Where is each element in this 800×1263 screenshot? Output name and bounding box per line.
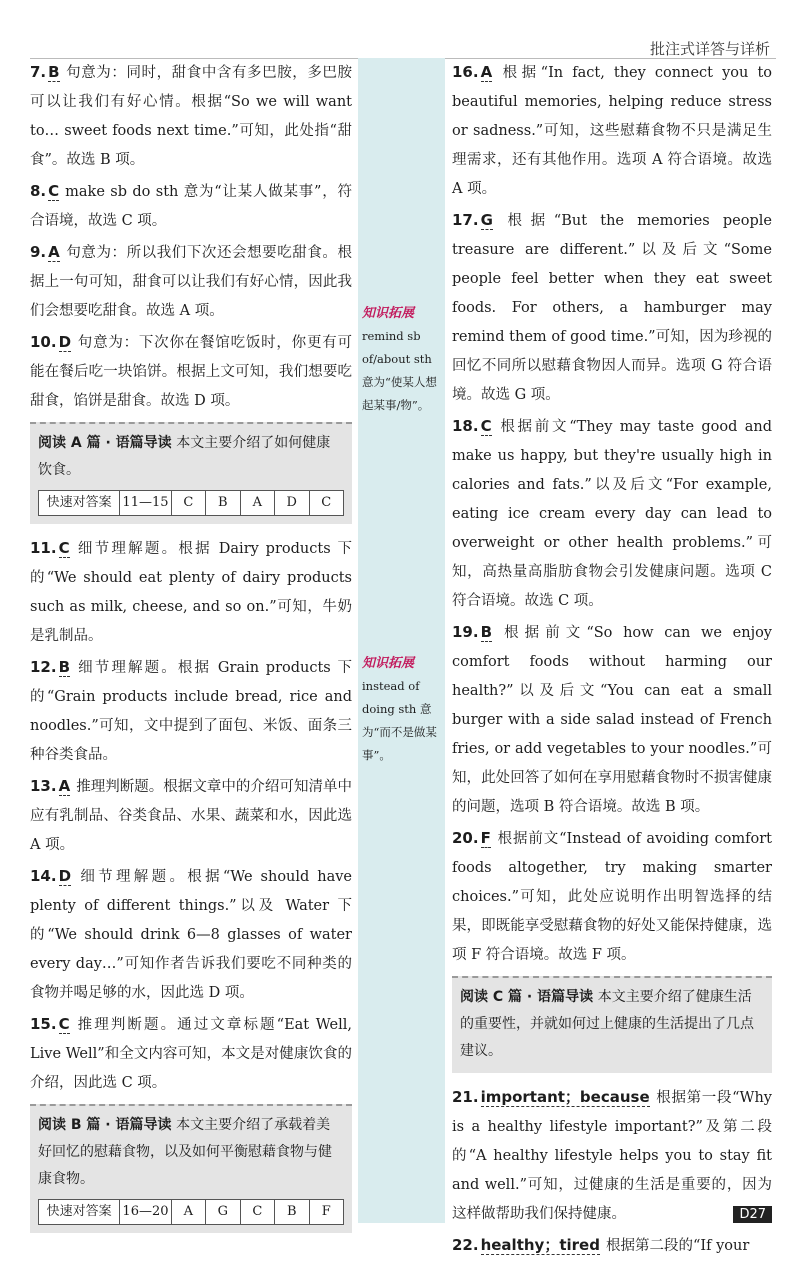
answer-item: 10. D 句意为：下次你在餐馆吃饭时，你更有可能在餐后吃一块馅饼。根据上文可知，我们想要吃甜食，馅饼是甜食。故选 D 项。	[30, 333, 352, 409]
answer-item: 14. D 细节理解题。根据“We should have plenty of different things.”以及 Water 下的“We should drink 6—8 glasses of water every day…”可知作者告诉我们要吃不同种类的食物并喝足够的水，因此选 D 项。	[30, 867, 352, 1001]
answer-item: 20. F 根据前文“Instead of avoiding comfort foods altogether, try making smarter choices.”可知，此处应说明作出明智选择的结果，即既能享受慰藉食物的好处又能保持健康，选项 F 符合语境。故选 F 项。	[452, 829, 772, 963]
knowledge-note	[362, 653, 442, 767]
explanation: 根据第一段“Why is a healthy lifestyle important?”及第二段的“A healthy lifestyle helps you to stay fit and well.”可知，过健康的生活是重要的，因为这样做帮助我们保持健康。	[452, 1090, 772, 1222]
answer-letter: D	[58, 333, 72, 351]
answer-letter: D	[58, 867, 72, 885]
right-column	[452, 58, 772, 1263]
answer-letter: C	[58, 539, 70, 557]
answer-words: important；because	[480, 1088, 650, 1106]
note-title: 知识拓展	[362, 656, 415, 671]
guide-box-a	[30, 422, 352, 524]
answer-item: 18. C 根据前文“They may taste good and make us happy, but they're usually high in calories and fats.”以及后文“For example, eating ice cream every day can lead to overweight or other health problems.”可知，高热量高脂肪食物会引发健康问题。选项 C 符合语境。故选 C 项。	[452, 417, 772, 609]
answer-words: healthy；tired	[480, 1236, 600, 1254]
explanation: 细节理解题。根据 Dairy products 下的“We should eat plenty of dairy products such as milk, cheese, and so on.”可知，牛奶是乳制品。	[30, 541, 352, 644]
guide-title: 阅读 A 篇 · 语篇导读	[38, 435, 172, 451]
guide-title: 阅读 C 篇 · 语篇导读	[460, 989, 594, 1005]
answer-item: 12. B 细节理解题。根据 Grain products 下的“Grain products include bread, rice and noodles.”可知，文中提到了面包、米饭、面条三种谷类食品。	[30, 658, 352, 763]
guide-box-c	[452, 976, 772, 1073]
explanation: 细节理解题。根据“We should have plenty of different things.”以及 Water 下的“We should drink 6—8 glasses of water every day…”可知作者告诉我们要吃不同种类的食物并喝足够的水，因此选 D 项。	[30, 869, 352, 1001]
guide-title: 阅读 B 篇 · 语篇导读	[38, 1117, 172, 1133]
answer-item: 22. healthy；tired 根据第二段的“If your	[452, 1236, 750, 1254]
note-title: 知识拓展	[362, 306, 415, 321]
knowledge-note	[362, 303, 442, 417]
answer-letter: C	[480, 417, 492, 435]
explanation: 根据“In fact, they connect you to beautiful memories, helping reduce stress or sadness.”可知，这些慰藉食物不只是满足生理需求，还有其他作用。选项 A 符合语境。故选 A 项。	[452, 65, 772, 197]
explanation: 根据前文“So how can we enjoy comfort foods without harming our health?”以及后文“You can eat a small burger with a side salad instead of French fries, or add vegetables to your noodles.”可知，此处回答了如何在享用慰藉食物时不损害健康的问题，选项 B 符合语境。故选 B 项。	[452, 625, 772, 815]
quick-answer-table: 快速对答案 11—15 C B A D C	[38, 490, 344, 516]
answer-letter: B	[58, 658, 71, 676]
guide-text: 本文主要介绍了健康生活的重要性，并就如何过上健康的生活提出了几点建议。	[460, 989, 754, 1059]
explanation: 根据前文“Instead of avoiding comfort foods altogether, try making smarter choices.”可知，此处应说明作出明智选择的结果，即既能享受慰藉食物的好处又能保持健康，选项 F 符合语境。故选 F 项。	[452, 831, 772, 963]
explanation: 推理判断题。通过文章标题“Eat Well, Live Well”和全文内容可知，本文是对健康饮食的介绍，因此选 C 项。	[30, 1017, 352, 1091]
answer-letter: A	[48, 243, 60, 261]
explanation: 句意为：下次你在餐馆吃饭时，你更有可能在餐后吃一块馅饼。根据上文可知，我们想要吃甜食，馅饼是甜食。故选 D 项。	[30, 335, 352, 409]
answer-item: 19. B 根据前文“So how can we enjoy comfort foods without harming our health?”以及后文“You can eat a small burger with a side salad instead of French fries, or add vegetables to your noodles.”可知，此处回答了如何在享用慰藉食物时不损害健康的问题，选项 B 符合语境。故选 B 项。	[452, 623, 772, 815]
answer-item: 17. G 根据“But the memories people treasure are different.”以及后文“Some people feel better when they eat sweet foods. For others, a hamburger may remind them of good time.”可知，因为珍视的回忆不同所以慰藉食物因人而异。选项 G 符合语境。故选 G 项。	[452, 211, 772, 403]
answer-item: 13. A 推理判断题。根据文章中的介绍可知清单中应有乳制品、谷类食品、水果、蔬菜和水，因此选 A 项。	[30, 777, 352, 853]
explanation: make sb do sth 意为“让某人做某事”，符合语境，故选 C 项。	[30, 184, 352, 229]
guide-text: 本文主要介绍了承载着美好回忆的慰藉食物，以及如何平衡慰藉食物与健康食物。	[38, 1117, 332, 1187]
explanation: 根据“But the memories people treasure are different.”以及后文“Some people feel better when they eat sweet foods. For others, a hamburger may remind them of good time.”可知，因为珍视的回忆不同所以慰藉食物因人而异。选项 G 符合语境。故选 G 项。	[452, 213, 772, 403]
answer-letter: C	[48, 182, 60, 200]
quick-answer-table: 快速对答案 16—20 A G C B F	[38, 1199, 344, 1225]
explanation: 细节理解题。根据 Grain products 下的“Grain products include bread, rice and noodles.”可知，文中提到了面包、米饭、面条三种谷类食品。	[30, 660, 352, 763]
guide-text: 本文主要介绍了如何健康饮食。	[38, 435, 331, 478]
note-text: remind sb of/about sth 意为“使某人想起某事/物”。	[362, 329, 437, 412]
answer-letter: G	[480, 211, 493, 229]
notes-column	[358, 58, 445, 1223]
answer-item: 21. important；because 根据第一段“Why is a healthy lifestyle important?”及第二段的“A healthy lifestyle helps you to stay fit and well.”可知，过健康的生活是重要的，因为这样做帮助我们保持健康。	[452, 1088, 772, 1222]
answer-item: 7. B 句意为：同时，甜食中含有多巴胺，多巴胺可以让我们有好心情。根据“So we will want to… sweet foods next time.”可知，此处指“甜食”。故选 B 项。	[30, 63, 352, 168]
explanation: 根据第二段的“If your	[605, 1238, 750, 1254]
answer-letter: A	[480, 63, 493, 81]
guide-box-b	[30, 1104, 352, 1233]
page-number: D27	[733, 1206, 772, 1223]
answer-item: 11. C 细节理解题。根据 Dairy products 下的“We should eat plenty of dairy products such as milk, cheese, and so on.”可知，牛奶是乳制品。	[30, 539, 352, 644]
answer-item: 8. C make sb do sth 意为“让某人做某事”，符合语境，故选 C 项。	[30, 182, 352, 229]
explanation: 句意为：同时，甜食中含有多巴胺，多巴胺可以让我们有好心情。根据“So we will want to… sweet foods next time.”可知，此处指“甜食”。故选 B 项。	[30, 65, 352, 168]
note-text: instead of doing sth 意为“而不是做某事”。	[362, 679, 437, 762]
answer-item: 16. A 根据“In fact, they connect you to beautiful memories, helping reduce stress or sadness.”可知，这些慰藉食物不只是满足生理需求，还有其他作用。选项 A 符合语境。故选 A 项。	[452, 63, 772, 197]
left-column	[30, 58, 352, 1243]
answer-letter: B	[480, 623, 493, 641]
explanation: 根据前文“They may taste good and make us happy, but they're usually high in calories and fats.”以及后文“For example, eating ice cream every day can lead to overweight or other health problems.”可知，高热量高脂肪食物会引发健康问题。选项 C 符合语境。故选 C 项。	[452, 419, 772, 609]
answer-item: 9. A 句意为：所以我们下次还会想要吃甜食。根据上一句可知，甜食可以让我们有好心情，因此我们会想要吃甜食。故选 A 项。	[30, 243, 352, 319]
answer-letter: B	[48, 63, 60, 81]
explanation: 推理判断题。根据文章中的介绍可知清单中应有乳制品、谷类食品、水果、蔬菜和水，因此选 A 项。	[30, 779, 352, 853]
answer-item: 15. C 推理判断题。通过文章标题“Eat Well, Live Well”和全文内容可知，本文是对健康饮食的介绍，因此选 C 项。	[30, 1015, 352, 1091]
answer-letter: A	[58, 777, 71, 795]
explanation: 句意为：所以我们下次还会想要吃甜食。根据上一句可知，甜食可以让我们有好心情，因此我们会想要吃甜食。故选 A 项。	[30, 245, 352, 319]
answer-letter: C	[58, 1015, 70, 1033]
answer-letter: F	[480, 829, 491, 847]
page-header: 批注式详答与详析	[649, 40, 770, 58]
